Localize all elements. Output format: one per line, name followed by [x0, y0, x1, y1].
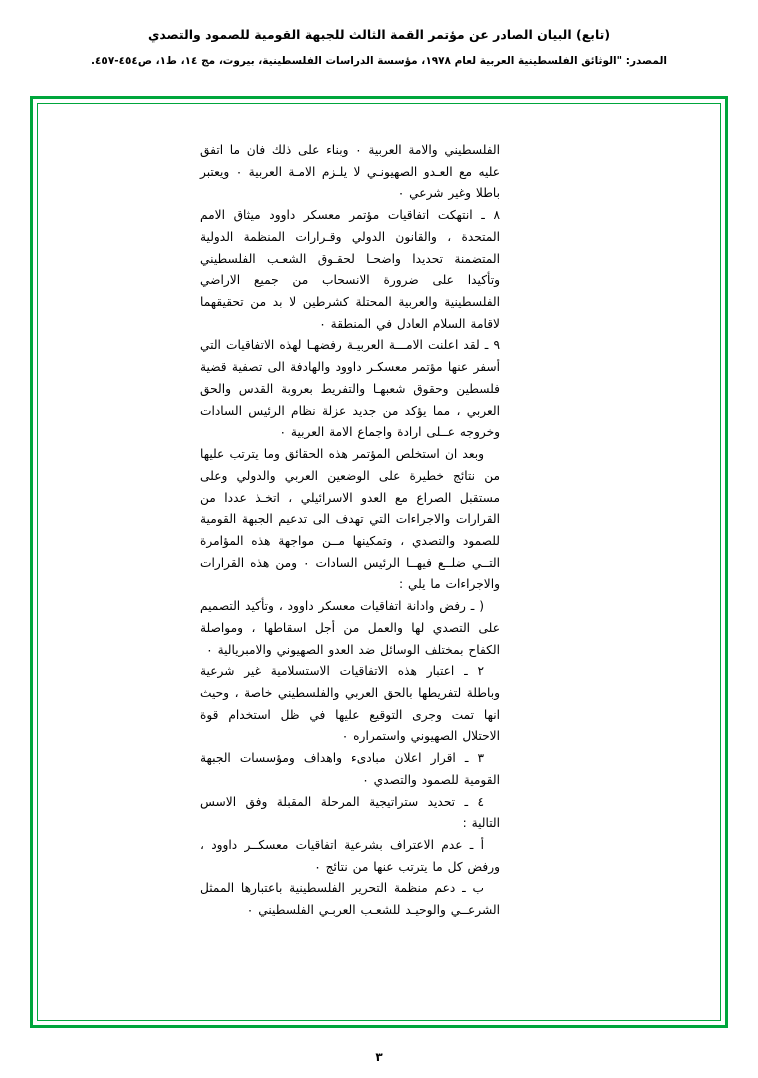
paragraph: ٣ ـ اقرار اعلان مبادىء واهداف ومؤسسات الجبهة القومية للصمود والتصدي ٠	[200, 751, 500, 787]
page-header	[0, 0, 758, 68]
header-source: المصدر: "الوثائق الفلسطينية العربية لعام ١٩٧٨، مؤسسة الدراسات الفلسطينية، بيروت، مج ١٤، ط١، ص٤٥٤-٤٥٧.	[91, 54, 667, 67]
paragraph: ب ـ دعم منظمة التحرير الفلسطينية باعتبارها الممثل الشرعــي والوحيـد للشعـب العربـي الفلسطيني ٠	[200, 881, 500, 918]
paragraph: أ ـ عدم الاعتراف بشرعية اتفاقيات معسكــر داوود ، ورفض كل ما يترتب عنها من نتائج ٠	[200, 838, 500, 874]
header-title: (تابع) البيان الصادر عن مؤتمر القمة الثالث للجبهة القومية للصمود والتصدي	[147, 27, 611, 42]
paragraph: الفلسطيني والامة العربية ٠ وبناء على ذلك فان ما اتفق عليه مع العـدو الصهيونـي لا يلـزم الامـة العربية ٠ ويعتبر باطلا وغير شرعي ٠	[200, 143, 500, 201]
document-body	[200, 140, 500, 922]
page-number: ٣	[375, 1050, 383, 1064]
paragraph: ٩ ـ لقد اعلنت الامـــة العربيـة رفضهـا لهذه الاتفاقيات التي أسفر عنها مؤتمر معسكـر داوود والهادفة الى تصفية قضية فلسطين وحقوق شعبهـا والتفريط بعروبة القدس والحق العربي ، مما يؤكد من جديد عزلة نظام الرئيس السادات وخروجه عــلى ارادة واجماع الامة العربية ٠	[200, 338, 500, 440]
paragraph: ( ـ رفض وادانة اتفاقيات معسكر داوود ، وتأكيد التصميم على التصدي لها والعمل من أجل اسقاطها ، ومواصلة الكفاح بمختلف الوسائل ضد العدو الصهيوني والامبريالية ٠	[200, 599, 500, 657]
paragraph: ٤ ـ تحديد ستراتيجية المرحلة المقبلة وفق الاسس التالية :	[200, 794, 500, 831]
paragraph: ٨ ـ انتهكت اتفاقيات مؤتمر معسكر داوود ميثاق الامم المتحدة ، والقانون الدولي وقـرارات المنظمة الدولية المتضمنة تحديدا واضحـا لحقـوق الشعـب الفلسطيني وتأكيدا على ضرورة الانسحاب من جميع الاراضي الفلسطينية والعربية المحتلة كشرطين لا بد من تحقيقهما لاقامة السلام العادل في المنطقة ٠	[200, 208, 500, 331]
paragraph: وبعد ان استخلص المؤتمر هذه الحقائق وما يترتب عليها من نتائج خطيرة على الوضعين العربي والدولي وعلى مستقبل الصراع مع العدو الاسرائيلي ، اتخـذ عددا من القرارات والاجراءات التي تهدف الى تدعيم الجبهة القومية للصمود والتصدي ، وتمكينها مــن مواجهة هذه المؤامرة التــي ضلــع فيهــا الرئيس السادات ٠ ومن هذه القرارات والاجراءات ما يلي :	[200, 447, 500, 592]
paragraph: ٢ ـ اعتبار هذه الاتفاقيات الاستسلامية غير شرعية وباطلة لتفريطها بالحق العربي والفلسطيني خاصة ، وحيث انها تمت وجرى التوقيع عليها في ظل استخدام قوة الاحتلال الصهيوني واستمراره ٠	[200, 664, 500, 744]
